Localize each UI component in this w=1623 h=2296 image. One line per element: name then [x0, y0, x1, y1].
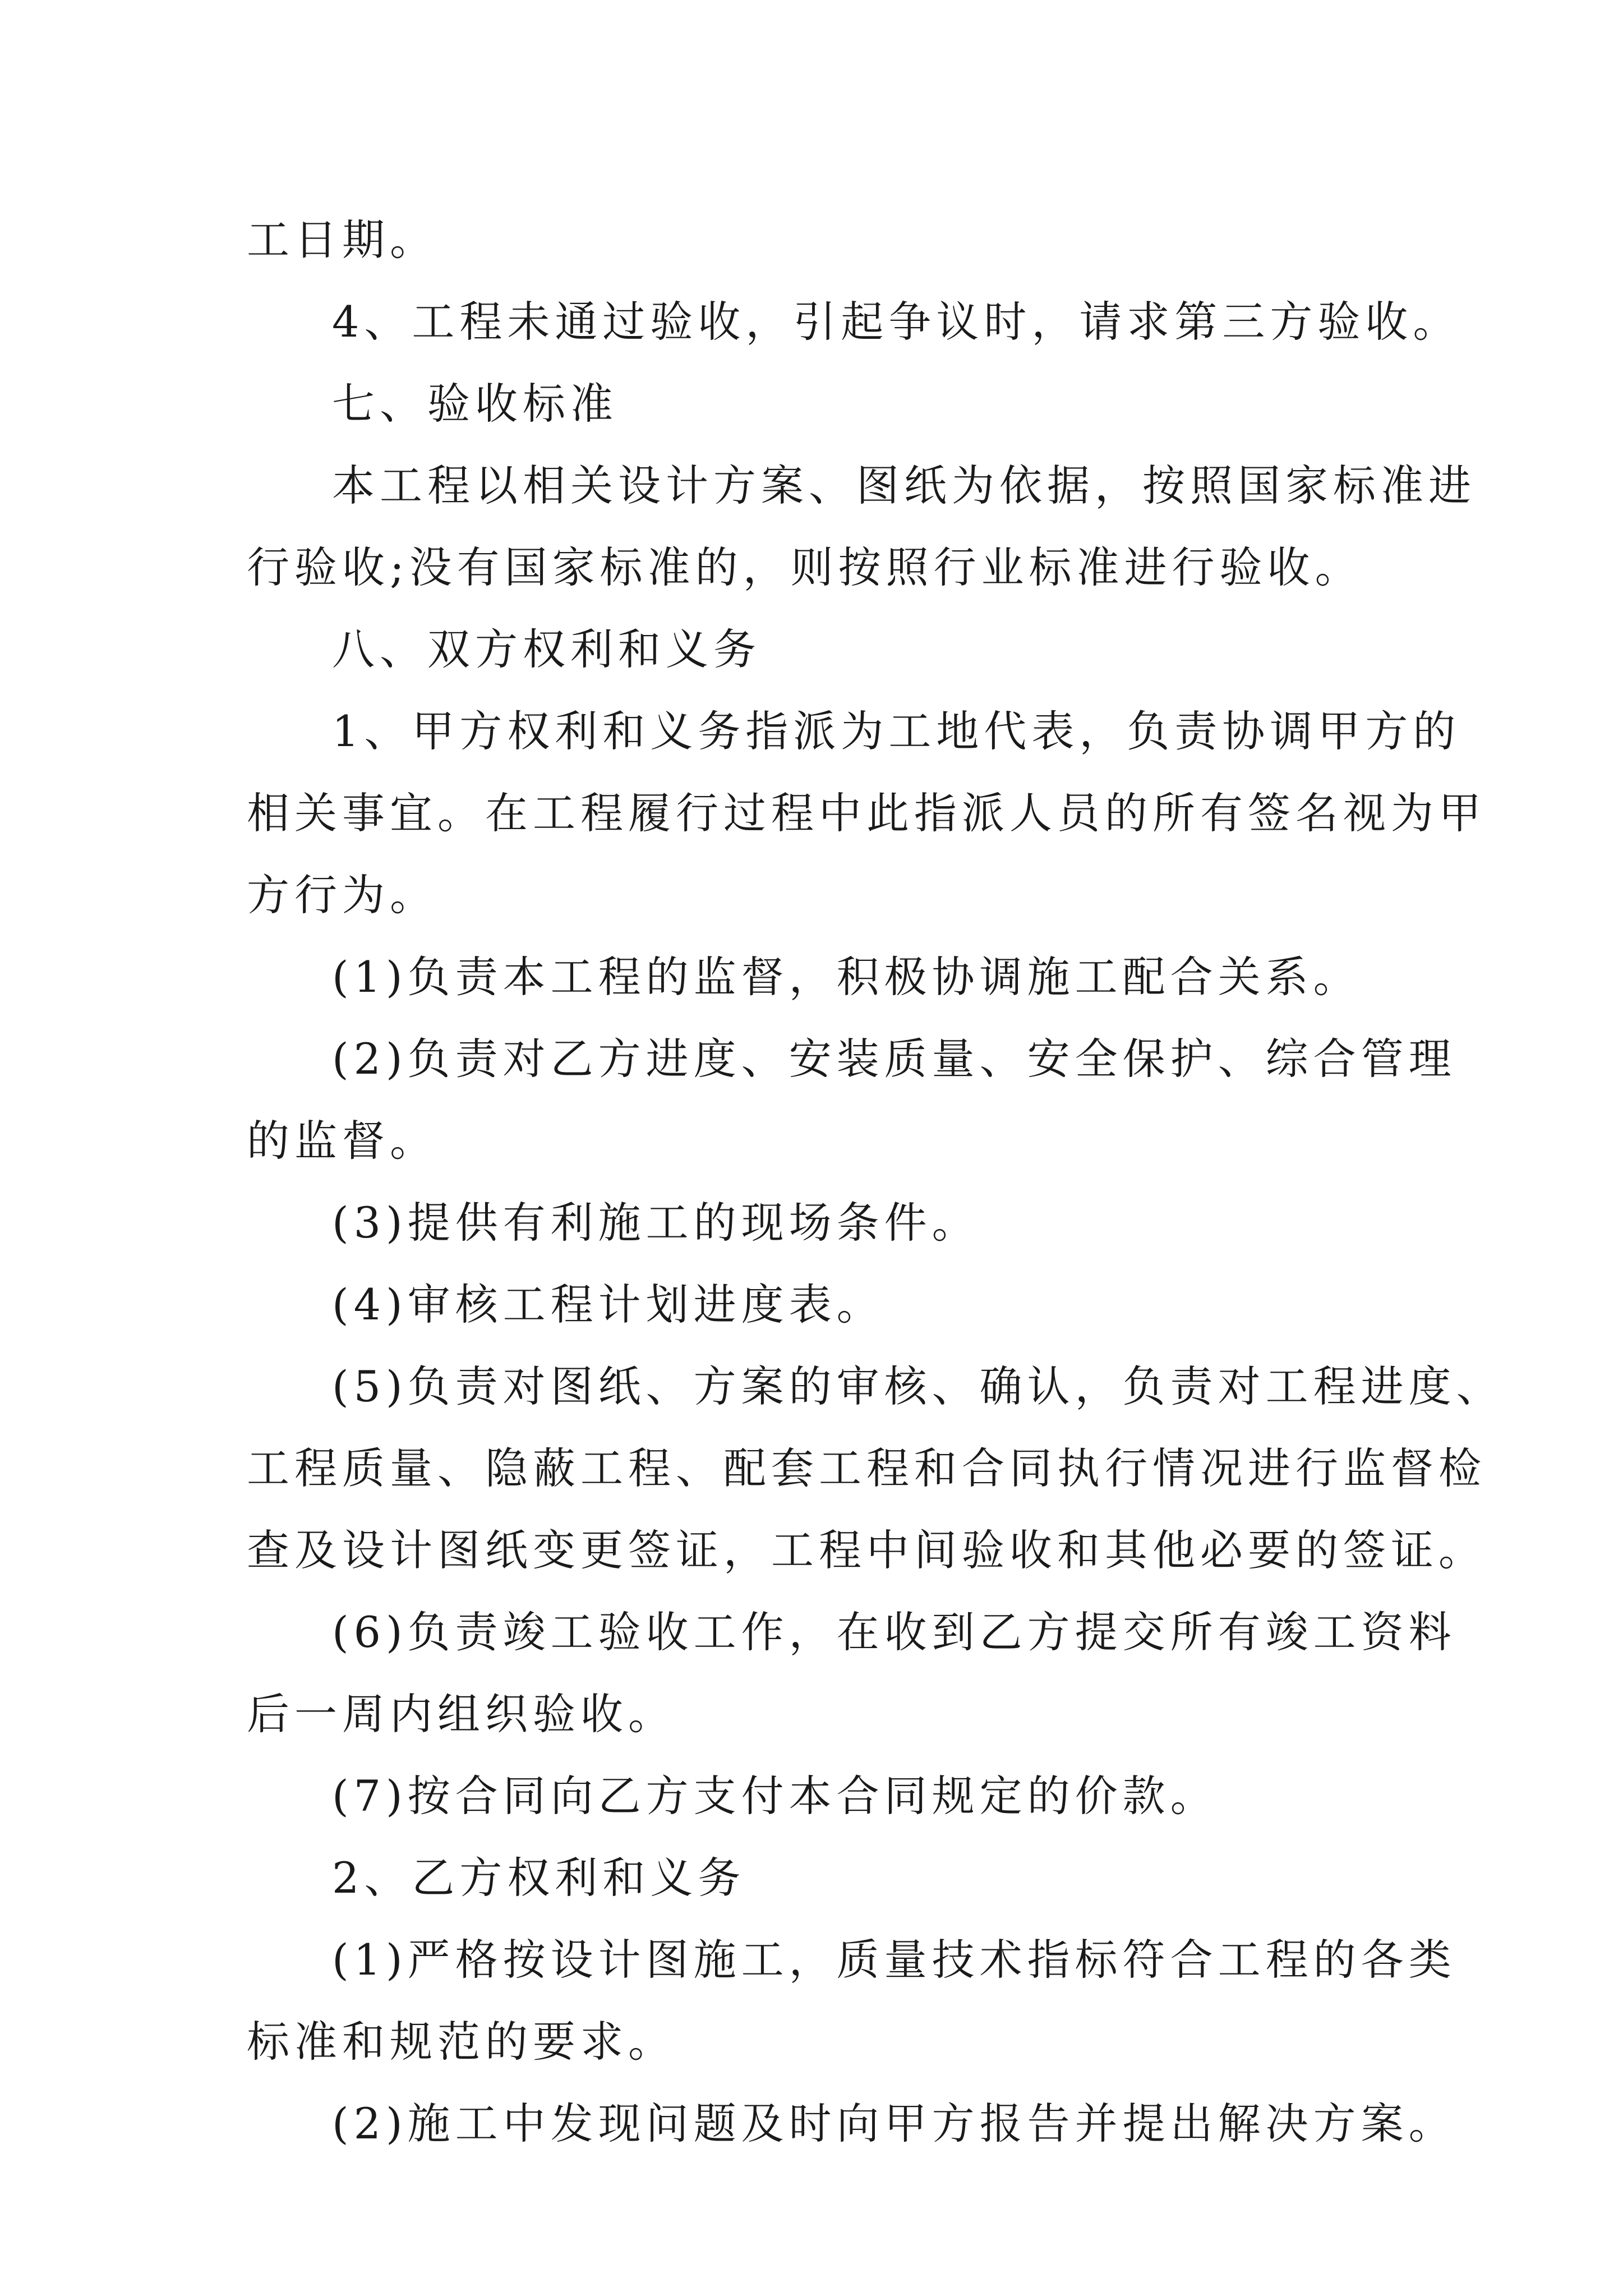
text-line-11: (2)负责对乙方进度、安装质量、安全保护、综合管理 — [332, 1034, 1456, 1084]
text-line-16: 工程质量、隐蔽工程、配套工程和合同执行情况进行监督检 — [247, 1443, 1486, 1493]
text-line-5: 行验收;没有国家标准的，则按照行业标准进行验收。 — [247, 542, 1363, 592]
text-line-15: (5)负责对图纸、方案的审核、确认，负责对工程进度、 — [332, 1361, 1504, 1411]
section-heading-party-b-rights: 2、乙方权利和义务 — [332, 1853, 746, 1903]
text-line-10: (1)负责本工程的监督，积极协调施工配合关系。 — [332, 952, 1361, 1002]
text-line-18: (6)负责竣工验收工作，在收到乙方提交所有竣工资料 — [332, 1607, 1456, 1657]
text-line-9: 方行为。 — [247, 870, 437, 920]
text-line-20: (7)按合同向乙方支付本合同规定的价款。 — [332, 1771, 1218, 1821]
text-line-23: 标准和规范的要求。 — [247, 2017, 676, 2067]
text-line-24: (2)施工中发现问题及时向甲方报告并提出解决方案。 — [332, 2099, 1456, 2148]
text-line-17: 查及设计图纸变更签证，工程中间验收和其他必要的签证。 — [247, 1525, 1486, 1575]
section-heading-rights-obligations: 八、双方权利和义务 — [332, 624, 761, 674]
text-line-7: 1、甲方权利和义务指派为工地代表，负责协调甲方的 — [332, 706, 1461, 756]
text-line-14: (4)审核工程计划进度表。 — [332, 1280, 884, 1329]
text-line-8: 相关事宜。在工程履行过程中此指派人员的所有签名视为甲 — [247, 788, 1486, 838]
text-line-1: 工日期。 — [247, 215, 437, 265]
document-body — [247, 199, 1504, 2165]
section-heading-acceptance-standard: 七、验收标准 — [332, 379, 618, 429]
text-line-13: (3)提供有利施工的现场条件。 — [332, 1198, 980, 1248]
text-line-4: 本工程以相关设计方案、图纸为依据，按照国家标准进 — [332, 461, 1476, 510]
text-line-22: (1)严格按设计图施工，质量技术指标符合工程的各类 — [332, 1935, 1456, 1985]
text-line-19: 后一周内组织验收。 — [247, 1689, 676, 1739]
text-line-12: 的监督。 — [247, 1116, 437, 1166]
text-line-2: 4、工程未通过验收，引起争议时，请求第三方验收。 — [332, 297, 1461, 347]
